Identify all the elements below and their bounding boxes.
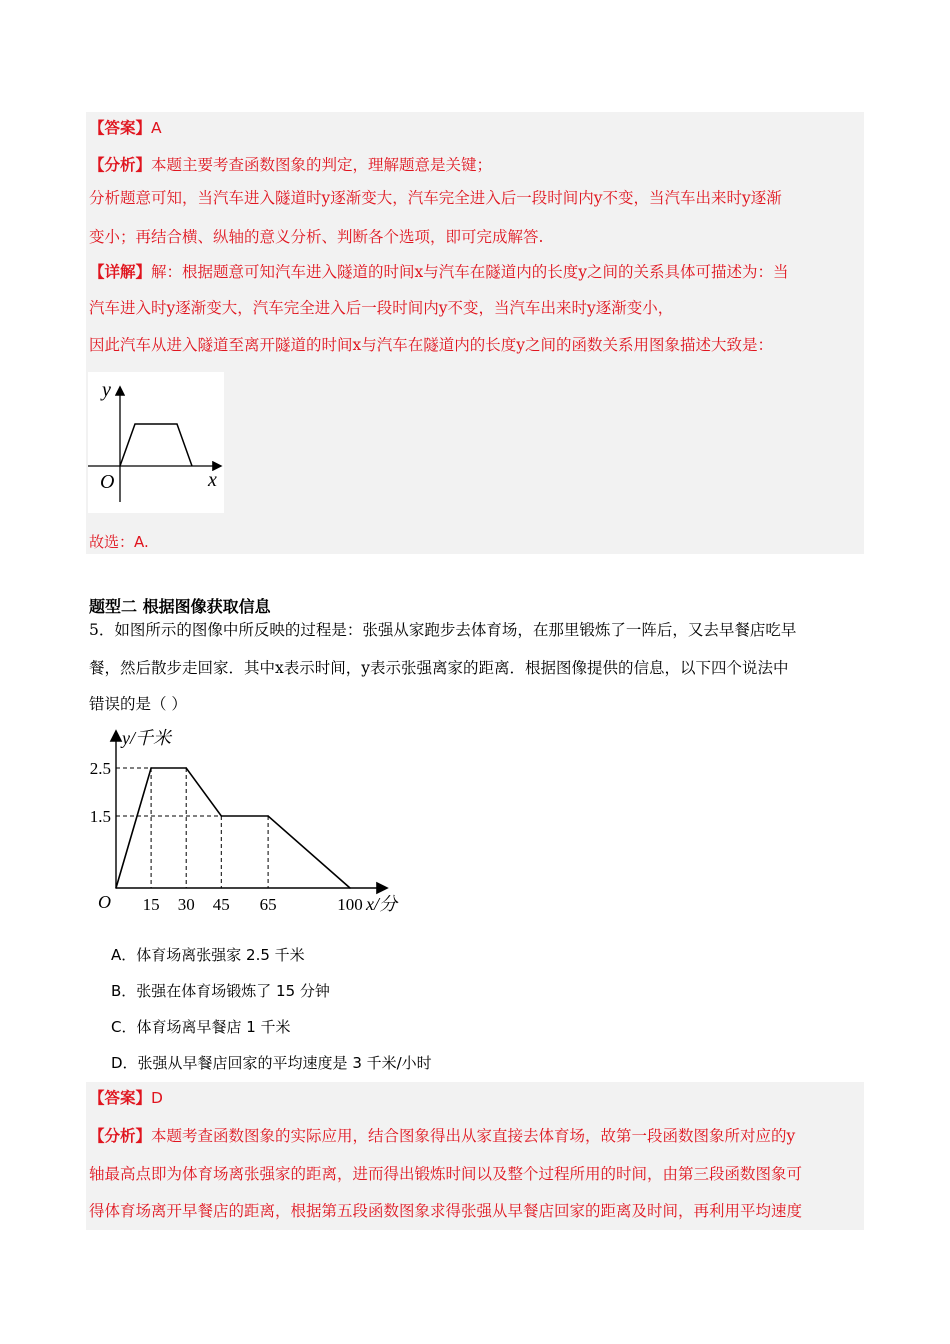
analysis2-text-1: 本题考查函数图象的实际应用，结合图象得出从家直接去体育场，故第一段函数图象所对应的y <box>151 1127 796 1145</box>
option-c: C．体育场离早餐店 1 千米 <box>111 1018 291 1036</box>
analysis-line-2: 分析题意可知，当汽车进入隧道时y逐渐变大，汽车完全进入后一段时间内y不变，当汽车出来时y逐渐 <box>89 189 782 207</box>
option-a: A．体育场离张强家 2.5 千米 <box>111 946 305 964</box>
analysis2-line-3: 得体育场离开早餐店的距离，根据第五段函数图象求得张强从早餐店回家的距离及时间，再利用平均速度 <box>89 1202 803 1220</box>
data-point-0 <box>115 887 117 889</box>
chart-origin-label: O <box>98 892 111 912</box>
y-tick-label-1.5: 1.5 <box>89 807 111 826</box>
question-line-1: 5．如图所示的图像中所反映的过程是：张强从家跑步去体育场，在那里锻炼了一阵后，又去早餐店吃早 <box>89 621 797 639</box>
detail-line-3: 因此汽车从进入隧道至离开隧道的时间x与汽车在隧道内的长度y之间的函数关系用图象描述大致是： <box>89 336 774 354</box>
data-point-5 <box>349 887 351 889</box>
data-point-2 <box>185 767 187 769</box>
option-d: D．张强从早餐店回家的平均速度是 3 千米/小时 <box>111 1054 432 1072</box>
data-point-1 <box>150 767 152 769</box>
trapezoid-line <box>120 424 192 466</box>
data-point-4 <box>267 815 269 817</box>
answer-line-1 <box>89 118 162 138</box>
data-point-3 <box>221 815 223 817</box>
answer-value-2: D <box>151 1089 163 1107</box>
answer-tag-2: 【答案】 <box>89 1088 152 1107</box>
question-line-3: 错误的是（ ） <box>89 695 187 713</box>
answer-line-2 <box>89 1088 163 1108</box>
detail-text: 解：根据题意可知汽车进入隧道的时间x与汽车在隧道内的长度y之间的关系具体可描述为：当 <box>151 263 789 281</box>
x-label: x <box>208 469 217 491</box>
question-line-2: 餐，然后散步走回家．其中x表示时间，y表示张强离家的距离．根据图像提供的信息，以下四个说法中 <box>89 659 789 677</box>
tunnel-graph-svg <box>88 372 224 513</box>
x-tick-label-15: 15 <box>142 895 160 914</box>
conclusion: 故选：A. <box>89 533 149 551</box>
chart-y-label: y/千米 <box>122 728 171 748</box>
analysis-line-3: 变小；再结合横、纵轴的意义分析、判断各个选项，即可完成解答. <box>89 228 544 246</box>
analysis2-line-2: 轴最高点即为体育场离张强家的距离，进而得出锻炼时间以及整个过程所用的时间，由第三段函数图象可 <box>89 1165 803 1183</box>
origin-label: O <box>100 471 115 493</box>
distance-time-chart <box>84 726 414 916</box>
section-title: 题型二 根据图像获取信息 <box>89 597 271 616</box>
chart-x-label: x/分 <box>366 894 397 914</box>
analysis-tag: 【分析】 <box>89 155 152 174</box>
option-b: B．张强在体育场锻炼了 15 分钟 <box>111 982 330 1000</box>
analysis2-line-1 <box>89 1126 795 1146</box>
detail-line-2: 汽车进入时y逐渐变大，汽车完全进入后一段时间内y不变，当汽车出来时y逐渐变小， <box>89 299 674 317</box>
answer-value: A <box>151 119 162 137</box>
x-tick-label-45: 45 <box>212 895 230 914</box>
detail-tag: 【详解】 <box>89 262 152 281</box>
tunnel-graph <box>88 372 224 513</box>
y-tick-label-2.5: 2.5 <box>89 759 111 778</box>
analysis-tag-2: 【分析】 <box>89 1126 152 1145</box>
detail-line-1 <box>89 262 789 282</box>
x-tick-label-65: 65 <box>259 895 277 914</box>
analysis-text: 本题主要考查函数图象的判定，理解题意是关键； <box>151 156 493 174</box>
answer-tag: 【答案】 <box>89 118 152 137</box>
x-tick-label-100: 100 <box>337 895 363 914</box>
x-tick-label-30: 30 <box>177 895 195 914</box>
analysis-line-1 <box>89 155 492 175</box>
y-label: y <box>102 379 111 401</box>
